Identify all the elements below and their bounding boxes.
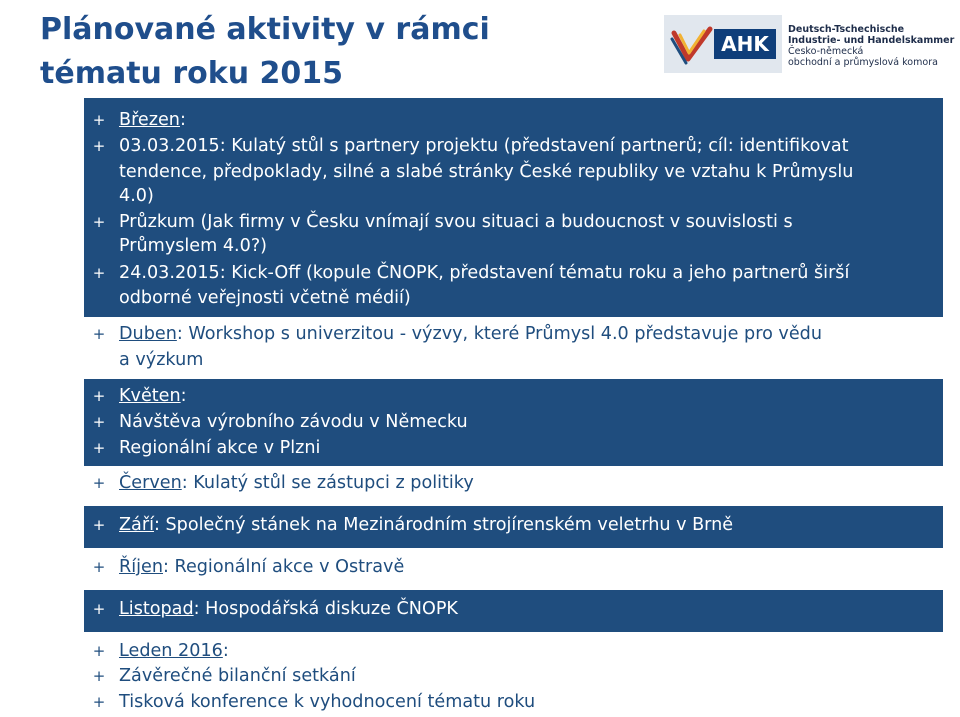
item-text: 24.03.2015: Kick-Off (kopule ČNOPK, představení tématu roku a jeho partnerů širší [119,263,850,283]
ahk-logo [664,15,955,73]
month-suffix: : [180,386,187,406]
item-text: : Kulatý stůl se zástupci z politiky [181,473,474,493]
list-item-continuation [119,285,411,311]
plus-bullet-icon: + [92,413,106,431]
logo-line-1: Deutsch-Tschechische [788,24,905,35]
ahk-check-icon [670,25,714,65]
plus-bullet-icon: + [92,111,106,129]
list-item [92,107,186,133]
item-text: : Workshop s univerzitou - výzvy, které Průmysl 4.0 představuje pro vědu [176,324,822,344]
title-line-1: Plánované aktivity v rámci [40,12,490,47]
list-item-continuation [119,233,267,259]
band-cerven [84,466,943,506]
band-duben [84,317,943,379]
plus-bullet-icon: + [92,325,106,343]
item-text: Průzkum (Jak firmy v Česku vnímají svou situaci a budoucnost v souvislosti s [119,212,793,232]
logo-box [664,15,782,73]
item-text: Regionální akce v Plzni [119,438,321,458]
month-label: Listopad [119,599,194,619]
list-item [92,409,468,435]
plus-bullet-icon: + [92,693,106,711]
plus-bullet-icon: + [92,642,106,660]
plus-bullet-icon: + [92,558,106,576]
list-item-continuation [119,183,154,209]
item-text: odborné veřejnosti včetně médií) [119,288,411,308]
list-item [92,554,405,580]
logo-text [788,24,955,68]
item-text: tendence, předpoklady, silné a slabé stránky České republiky ve vztahu k Průmyslu [119,162,854,182]
item-text: : Hospodářská diskuze ČNOPK [193,599,458,619]
band-kveten [84,379,943,466]
plus-bullet-icon: + [92,264,106,282]
month-suffix: : [222,641,229,661]
list-item-continuation [119,347,203,373]
list-item [92,689,536,715]
item-text: Tisková konference k vyhodnocení tématu roku [119,692,536,712]
list-item [92,638,229,664]
band-leden [84,632,943,717]
plus-bullet-icon: + [92,516,106,534]
item-text: : Společný stánek na Mezinárodním strojírenském veletrhu v Brně [153,515,734,535]
band-brezen [84,98,943,317]
page-title [40,8,490,96]
item-text: 03.03.2015: Kulatý stůl s partnery projektu (představení partnerů; cíl: identifikovat [119,136,849,156]
logo-line-4: obchodní a průmyslová komora [788,57,938,68]
item-text: Závěrečné bilanční setkání [119,666,356,686]
list-item [92,321,822,347]
month-label: Březen [119,110,180,130]
item-text: Průmyslem 4.0?) [119,236,268,256]
item-text: a výzkum [119,350,204,370]
plus-bullet-icon: + [92,137,106,155]
logo-line-3: Česko-německá [788,46,864,57]
plus-bullet-icon: + [92,213,106,231]
list-item [92,435,321,461]
list-item [92,209,793,235]
band-rijen [84,548,943,590]
month-label: Říjen [119,557,163,577]
plus-bullet-icon: + [92,474,106,492]
band-zari [84,506,943,548]
month-label: Květen [119,386,181,406]
month-suffix: : [179,110,186,130]
list-item [92,383,187,409]
plus-bullet-icon: + [92,387,106,405]
logo-mark-text: AHK [714,29,776,59]
plus-bullet-icon: + [92,439,106,457]
list-item-continuation [119,159,853,185]
list-item [92,663,356,689]
list-item [92,596,458,622]
title-line-2: tématu roku 2015 [40,56,343,91]
month-label: Září [119,515,154,535]
item-text: Návštěva výrobního závodu v Německu [119,412,468,432]
list-item [92,133,849,159]
month-label: Leden 2016 [119,641,223,661]
list-item [92,260,850,286]
list-item [92,470,474,496]
band-listopad [84,590,943,632]
item-text: 4.0) [119,186,154,206]
plus-bullet-icon: + [92,667,106,685]
month-label: Duben [119,324,177,344]
item-text: : Regionální akce v Ostravě [162,557,405,577]
month-label: Červen [119,473,182,493]
plus-bullet-icon: + [92,600,106,618]
list-item [92,512,734,538]
logo-line-2: Industrie- und Handelskammer [788,35,955,46]
